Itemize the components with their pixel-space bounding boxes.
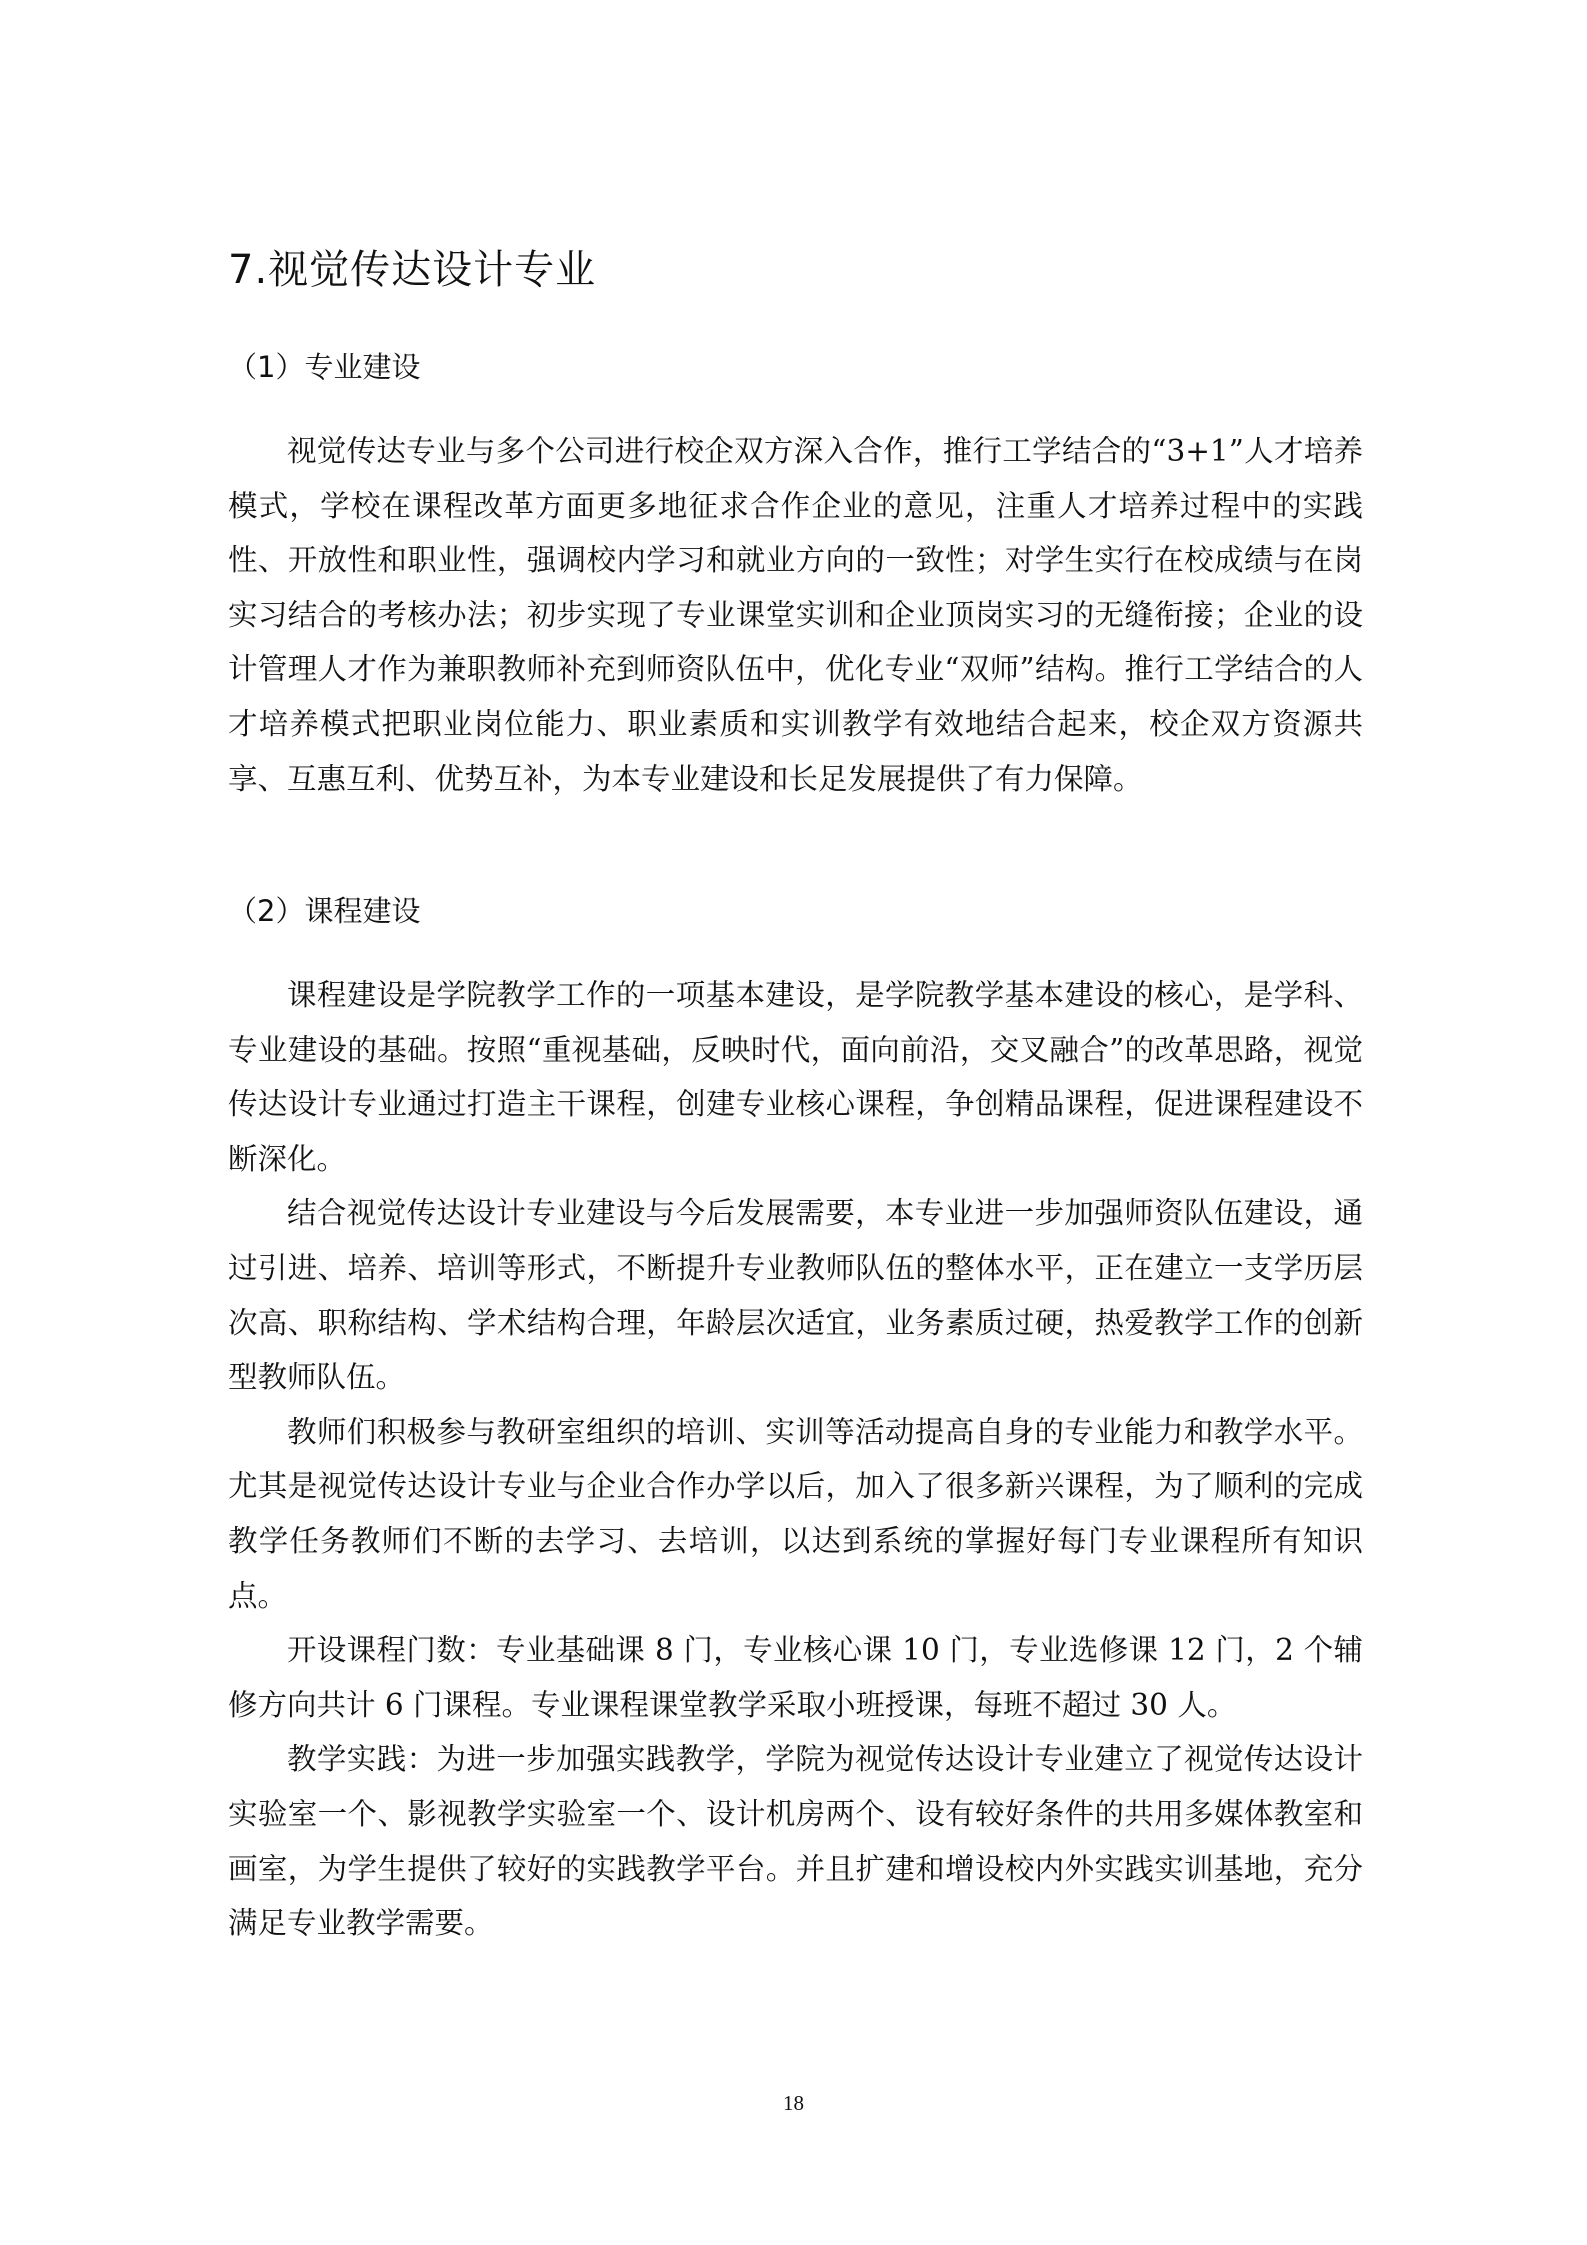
subsection-body-course-construction <box>228 968 1363 1951</box>
paragraph: 教师们积极参与教研室组织的培训、实训等活动提高自身的专业能力和教学水平。尤其是视觉传达设计专业与企业合作办学以后，加入了很多新兴课程，为了顺利的完成教学任务教师们不断的去学习、去培训，以达到系统的掌握好每门专业课程所有知识点。 <box>228 1414 1363 1613</box>
paragraph: 教学实践：为进一步加强实践教学，学院为视觉传达设计专业建立了视觉传达设计实验室一个、影视教学实验室一个、设计机房两个、设有较好条件的共用多媒体教室和画室，为学生提供了较好的实践教学平台。并且扩建和增设校内外实践实训基地，充分满足专业教学需要。 <box>228 1742 1363 1941</box>
paragraph: 视觉传达专业与多个公司进行校企双方深入合作，推行工学结合的“3+1”人才培养模式，学校在课程改革方面更多地征求合作企业的意见，注重人才培养过程中的实践性、开放性和职业性，强调校内学习和就业方向的一致性；对学生实行在校成绩与在岗实习结合的考核办法；初步实现了专业课堂实训和企业顶岗实习的无缝衔接；企业的设计管理人才作为兼职教师补充到师资队伍中，优化专业“双师”结构。推行工学结合的人才培养模式把职业岗位能力、职业素质和实训教学有效地结合起来，校企双方资源共享、互惠互利、优势互补，为本专业建设和长足发展提供了有力保障。 <box>228 434 1363 796</box>
subsection-heading-professional-construction: （1）专业建设 <box>228 350 421 384</box>
page-number: 18 <box>783 2091 804 2115</box>
section-title: 7.视觉传达设计专业 <box>228 247 597 293</box>
paragraph: 结合视觉传达设计专业建设与今后发展需要，本专业进一步加强师资队伍建设，通过引进、培养、培训等形式，不断提升专业教师队伍的整体水平，正在建立一支学历层次高、职称结构、学术结构合理，年龄层次适宜，业务素质过硬，热爱教学工作的创新型教师队伍。 <box>228 1196 1363 1395</box>
subsection-heading-course-construction: （2）课程建设 <box>228 894 421 928</box>
paragraph: 开设课程门数：专业基础课 8 门，专业核心课 10 门，专业选修课 12 门，2 个辅修方向共计 6 门课程。专业课程课堂教学采取小班授课，每班不超过 30 人。 <box>228 1633 1363 1722</box>
paragraph: 课程建设是学院教学工作的一项基本建设，是学院教学基本建设的核心，是学科、专业建设的基础。按照“重视基础，反映时代，面向前沿，交叉融合”的改革思路，视觉传达设计专业通过打造主干课程，创建专业核心课程，争创精品课程，促进课程建设不断深化。 <box>228 978 1363 1176</box>
subsection-body-professional-construction <box>228 424 1363 806</box>
